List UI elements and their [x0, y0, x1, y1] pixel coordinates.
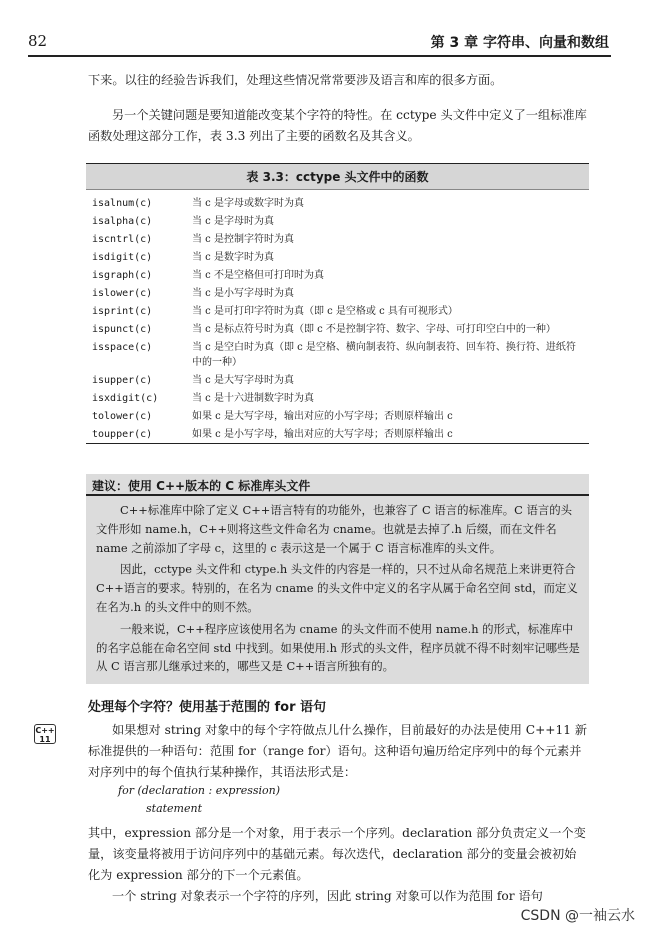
- function-name: toupper(c): [92, 428, 153, 440]
- table-row: [86, 230, 589, 248]
- table-row: [86, 212, 589, 230]
- function-name: isalpha(c): [92, 215, 153, 227]
- intro-paragraph-1: [88, 70, 588, 91]
- table-row: [86, 302, 589, 320]
- function-name: isalnum(c): [92, 197, 153, 209]
- badge-bottom-text: 11: [39, 735, 51, 744]
- function-description: 当 c 是数字时为真: [192, 251, 274, 263]
- intro-text-2: 另一个关键问题是要知道能改变某个字符的特性。在 cctype 头文件中定义了一组标准库函数处理这部分工作，表 3.3 列出了主要的函数名及其含义。: [88, 108, 587, 143]
- badge-top-text: C++: [35, 726, 55, 735]
- table-row: [86, 425, 589, 443]
- function-name: isprint(c): [92, 305, 153, 317]
- function-name: isxdigit(c): [92, 392, 159, 404]
- section-text-1: 如果想对 string 对象中的每个字符做点儿什么操作，目前最好的办法是使用 C++11 新标准提供的一种语句：范围 for（range for）语句。这种语句遍历给定序列中的每个元素并对序列中的每个值执行某种操作，其语法形式是：: [88, 723, 588, 779]
- table-body: [86, 190, 589, 443]
- page-number: 82: [28, 32, 48, 50]
- function-name: tolower(c): [92, 410, 153, 422]
- advice-paragraph-3: 一般来说，C++程序应该使用名为 cname 的头文件而不使用 name.h 的形式，标准库中的名字总能在命名空间 std 中找到。如果使用.h 形式的头文件，程序员就不得不时刻牢记哪些是从 C 语言那儿继承过来的，哪些又是 C++语言所独有的。: [96, 621, 580, 674]
- function-description: 当 c 是控制字符时为真: [192, 233, 294, 245]
- intro-paragraph-2: [88, 105, 588, 147]
- function-description: 当 c 是字母时为真: [192, 215, 274, 227]
- table-row: [86, 284, 589, 302]
- function-name: isspace(c): [92, 341, 153, 353]
- table-row: [86, 371, 589, 389]
- function-name: ispunct(c): [92, 323, 153, 335]
- function-name: isgraph(c): [92, 269, 153, 281]
- function-description: 如果 c 是小写字母，输出对应的大写字母；否则原样输出 c: [192, 428, 453, 440]
- table-row: [86, 338, 589, 371]
- intro-text-1: 下来。以往的经验告诉我们，处理这些情况常常要涉及语言和库的很多方面。: [88, 73, 503, 87]
- advice-note-title: 建议：使用 C++版本的 C 标准库头文件: [92, 479, 311, 493]
- section-paragraph-1: [88, 720, 588, 783]
- table-title: 表 3.3：cctype 头文件中的函数: [86, 164, 589, 190]
- section-paragraph-2: [88, 823, 588, 886]
- function-description: 当 c 是小写字母时为真: [192, 287, 294, 299]
- advice-paragraph-2: 因此，cctype 头文件和 ctype.h 头文件的内容是一样的，只不过从命名规范上来讲更符合 C++语言的要求。特别的，在名为 cname 的头文件中定义的名字从属于命名空间 std，而定义在名为.h 的头文件中的则不然。: [96, 562, 578, 614]
- chapter-title: 第 3 章 字符串、向量和数组: [430, 35, 609, 51]
- section-text-3: 一个 string 对象表示一个字符的序列，因此 string 对象可以作为范围 for 语句: [112, 889, 543, 903]
- table-row: [86, 266, 589, 284]
- cpp11-badge-icon: [34, 724, 56, 744]
- table-row: [86, 194, 589, 212]
- watermark: CSDN @一袖云水: [520, 908, 635, 924]
- syntax-line-1: for (declaration : expression): [118, 784, 281, 797]
- advice-note-rule: [86, 494, 589, 496]
- function-description: 当 c 是十六进制数字时为真: [192, 392, 314, 404]
- table-row: [86, 407, 589, 425]
- advice-note-body: [96, 501, 580, 679]
- table-row: [86, 320, 589, 338]
- function-description: 当 c 是标点符号时为真（即 c 不是控制字符、数字、字母、可打印空白中的一种）: [192, 323, 556, 335]
- function-name: islower(c): [92, 287, 153, 299]
- function-name: isdigit(c): [92, 251, 153, 263]
- function-description: 当 c 是大写字母时为真: [192, 374, 294, 386]
- advice-paragraph-1: C++标准库中除了定义 C++语言特有的功能外，也兼容了 C 语言的标准库。C 语言的头文件形如 name.h，C++则将这些文件命名为 cname。也就是去掉了.h 后缀，而在文件名 name 之前添加了字母 c，这里的 c 表示这是一个属于 C 语言标准库的头文件。: [96, 503, 573, 555]
- table-row: [86, 248, 589, 266]
- table-row: [86, 389, 589, 407]
- function-name: isupper(c): [92, 374, 153, 386]
- section-text-2: 其中，expression 部分是一个对象，用于表示一个序列。declaration 部分负责定义一个变量，该变量将被用于访问序列中的基础元素。每次迭代，declaration 部分的变量会被初始化为 expression 部分的下一个元素值。: [88, 826, 586, 882]
- function-description: 如果 c 是大写字母，输出对应的小写字母；否则原样输出 c: [192, 410, 453, 422]
- section-paragraph-3: [88, 886, 588, 907]
- section-heading: 处理每个字符？使用基于范围的 for 语句: [88, 700, 327, 715]
- cctype-table: [86, 163, 589, 444]
- function-name: iscntrl(c): [92, 233, 153, 245]
- function-description: 当 c 是空白时为真（即 c 是空格、横向制表符、纵向制表符、回车符、换行符、进纸符中的一种）: [192, 341, 576, 368]
- function-description: 当 c 是可打印字符时为真（即 c 是空格或 c 具有可视形式）: [192, 305, 458, 317]
- syntax-line-2: statement: [146, 802, 202, 815]
- function-description: 当 c 是字母或数字时为真: [192, 197, 304, 209]
- header-rule: [28, 55, 611, 57]
- function-description: 当 c 不是空格但可打印时为真: [192, 269, 324, 281]
